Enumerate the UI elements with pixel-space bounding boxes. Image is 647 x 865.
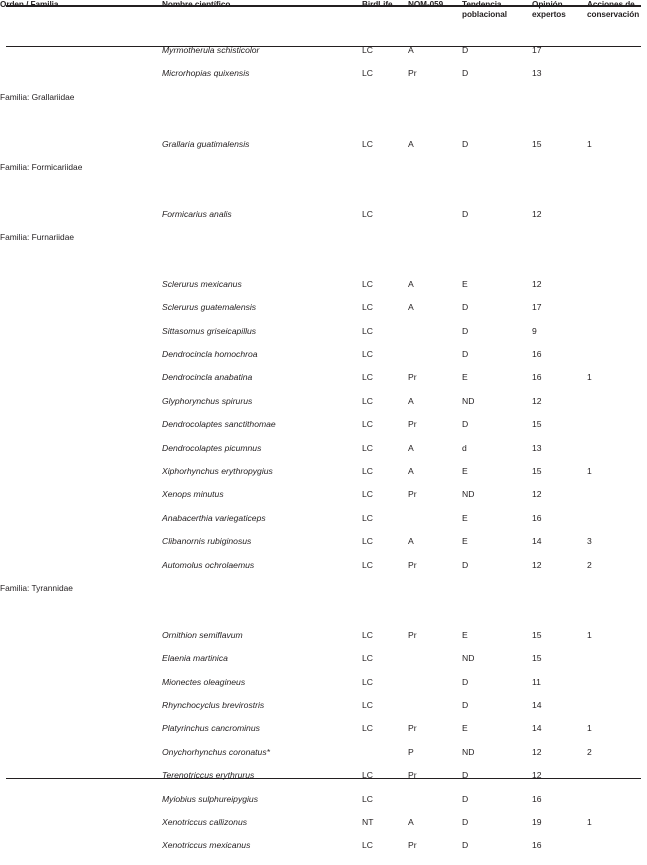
nom059-status (408, 233, 462, 256)
conservation-actions (587, 350, 647, 373)
column-header-expert-opinion: Opinión expertos (532, 0, 566, 19)
conservation-actions (587, 397, 647, 420)
table-row (0, 444, 647, 467)
table-spacer-row (0, 116, 647, 139)
table-spacer-row (0, 186, 647, 209)
table-row (0, 210, 647, 233)
conservation-actions: 1 (587, 466, 592, 477)
birdlife-status: LC (362, 489, 373, 500)
scientific-name: Elaenia martinica (162, 653, 228, 664)
table-row (0, 818, 647, 841)
table-row (0, 467, 647, 490)
scientific-name: Microrhopias quixensis (162, 68, 250, 79)
birdlife-status: LC (362, 559, 373, 570)
family-group-row (0, 584, 647, 607)
family-group-row (0, 233, 647, 256)
population-trend: D (462, 208, 469, 219)
nom059-status: Pr (408, 419, 417, 430)
expert-opinion: 17 (532, 45, 542, 55)
family-label (0, 69, 162, 92)
scientific-name: Xenops minutus (162, 489, 224, 500)
table-spacer-row (0, 257, 647, 280)
family-label (0, 490, 162, 513)
scientific-name: Grallaria guatimalensis (162, 138, 250, 149)
birdlife-status: LC (362, 349, 373, 360)
conservation-actions (587, 69, 647, 92)
population-trend: E (462, 536, 468, 547)
header-row (0, 0, 647, 46)
expert-opinion: 16 (532, 372, 542, 383)
scientific-name: Formicarius analis (162, 208, 232, 219)
table-row (0, 140, 647, 163)
conservation-actions (587, 163, 647, 186)
birdlife-status: LC (362, 699, 373, 710)
population-trend: D (462, 816, 469, 827)
conservation-actions: 1 (587, 138, 592, 149)
expert-opinion: 12 (532, 559, 542, 570)
scientific-name: Glyphorynchus spirurus (162, 395, 253, 406)
population-trend: E (462, 278, 468, 289)
birdlife-status: LC (362, 395, 373, 406)
table-row (0, 678, 647, 701)
conservation-actions (587, 678, 647, 701)
column-header-nom059: NOM-059 (408, 0, 444, 9)
nom059-status (408, 163, 462, 186)
family-label (0, 701, 162, 724)
conservation-actions (587, 584, 647, 607)
family-group-row (0, 163, 647, 186)
population-trend: E (462, 372, 468, 383)
family-label (0, 631, 162, 654)
family-label: Familia: Furnariidae (0, 232, 75, 243)
scientific-name: Ornithion semiflavum (162, 629, 243, 640)
family-label (0, 397, 162, 420)
nom059-status: Pr (408, 372, 417, 383)
table-row (0, 350, 647, 373)
conservation-actions (587, 46, 647, 69)
table-row (0, 397, 647, 420)
birdlife-status: NT (362, 816, 374, 827)
conservation-actions: 3 (587, 536, 592, 547)
expert-opinion: 13 (532, 68, 542, 79)
expert-opinion: 16 (532, 840, 542, 851)
family-label (0, 280, 162, 303)
table-row (0, 327, 647, 350)
population-trend: ND (462, 489, 475, 500)
scientific-name: Myiobius sulphureipygius (162, 793, 259, 804)
scientific-name: Dendrocincla homochroa (162, 349, 258, 360)
spacer-cell (0, 607, 647, 630)
scientific-name: Platyrinchus cancrominus (162, 723, 260, 734)
family-label (0, 561, 162, 584)
birdlife-status (362, 748, 408, 771)
nom059-status: Pr (408, 629, 417, 640)
expert-opinion: 12 (532, 278, 542, 289)
family-label: Familia: Formicariidae (0, 161, 83, 172)
population-trend: D (462, 793, 469, 804)
nom059-status (408, 795, 462, 818)
population-trend: D (462, 699, 469, 710)
birdlife-status: LC (362, 676, 373, 687)
scientific-name: Xenotriccus mexicanus (162, 840, 251, 851)
population-trend (462, 163, 532, 186)
population-trend: ND (462, 395, 475, 406)
nom059-status (408, 93, 462, 116)
expert-opinion (532, 233, 587, 256)
table-row (0, 46, 647, 69)
table-header (0, 0, 647, 46)
conservation-actions: 1 (587, 816, 592, 827)
column-header-conservation-actions: Acciones de conservación (587, 0, 640, 19)
table-row (0, 537, 647, 560)
nom059-status (408, 701, 462, 724)
scientific-name (162, 163, 362, 186)
conservation-actions (587, 93, 647, 116)
scientific-name: Dendrocincla anabatina (162, 372, 253, 383)
table-row (0, 724, 647, 747)
population-trend: ND (462, 746, 475, 757)
table-row (0, 490, 647, 513)
family-label (0, 537, 162, 560)
birdlife-status: LC (362, 536, 373, 547)
conservation-actions (587, 514, 647, 537)
table-row (0, 303, 647, 326)
scientific-name: Onychorhynchus coronatus* (162, 746, 270, 757)
family-label (0, 818, 162, 841)
population-trend: E (462, 629, 468, 640)
nom059-status (408, 350, 462, 373)
population-trend: D (462, 419, 469, 430)
conservation-actions: 1 (587, 372, 592, 383)
birdlife-status (362, 584, 408, 607)
population-trend: D (462, 302, 469, 313)
population-trend: D (462, 770, 469, 781)
expert-opinion: 12 (532, 395, 542, 406)
nom059-status: Pr (408, 723, 417, 734)
scientific-name (162, 233, 362, 256)
nom059-status (408, 327, 462, 350)
family-label (0, 444, 162, 467)
birdlife-status: LC (362, 208, 373, 219)
nom059-status: Pr (408, 489, 417, 500)
table-row (0, 561, 647, 584)
population-trend: D (462, 138, 469, 149)
family-label (0, 140, 162, 163)
expert-opinion: 16 (532, 349, 542, 360)
birdlife-status: LC (362, 840, 373, 851)
population-trend: D (462, 68, 469, 79)
scientific-name: Sclerurus mexicanus (162, 278, 242, 289)
spacer-cell (0, 257, 647, 280)
nom059-status: A (408, 442, 414, 453)
expert-opinion (532, 93, 587, 116)
scientific-name: Sclerurus guatemalensis (162, 302, 257, 313)
family-label (0, 514, 162, 537)
family-label (0, 46, 162, 69)
nom059-status: A (408, 278, 414, 289)
family-label: Familia: Grallariidae (0, 91, 75, 102)
population-trend (462, 93, 532, 116)
population-trend: D (462, 676, 469, 687)
conservation-actions (587, 303, 647, 326)
birdlife-status: LC (362, 723, 373, 734)
population-trend: d (462, 442, 467, 453)
family-label (0, 795, 162, 818)
nom059-status (408, 210, 462, 233)
nom059-status: Pr (408, 770, 417, 781)
scientific-name: Mionectes oleagineus (162, 676, 246, 687)
expert-opinion: 11 (532, 676, 541, 687)
expert-opinion: 17 (532, 302, 542, 313)
nom059-status: A (408, 395, 414, 406)
expert-opinion: 12 (532, 489, 542, 500)
nom059-status (408, 584, 462, 607)
conservation-actions (587, 795, 647, 818)
table-row (0, 654, 647, 677)
expert-opinion: 12 (532, 208, 542, 219)
family-group-row (0, 93, 647, 116)
conservation-actions (587, 327, 647, 350)
birdlife-status: LC (362, 419, 373, 430)
nom059-status: Pr (408, 840, 417, 851)
nom059-status: A (408, 816, 414, 827)
table-body (0, 46, 647, 865)
column-header-population-trend: Tendencia poblacional (462, 0, 507, 19)
expert-opinion: 15 (532, 629, 542, 640)
nom059-status (408, 678, 462, 701)
expert-opinion: 12 (532, 770, 542, 781)
table-row (0, 795, 647, 818)
spacer-cell (0, 116, 647, 139)
family-label (0, 210, 162, 233)
expert-opinion: 15 (532, 138, 542, 149)
expert-opinion: 14 (532, 699, 542, 710)
birdlife-status (362, 233, 408, 256)
table-row (0, 420, 647, 443)
family-label (0, 678, 162, 701)
expert-opinion: 14 (532, 723, 542, 734)
expert-opinion: 15 (532, 466, 542, 477)
birdlife-status: LC (362, 629, 373, 640)
family-label (0, 748, 162, 771)
birdlife-status (362, 93, 408, 116)
birdlife-status: LC (362, 466, 373, 477)
expert-opinion: 15 (532, 419, 542, 430)
scientific-name: Rhynchocyclus brevirostris (162, 699, 265, 710)
population-trend: E (462, 466, 468, 477)
population-trend: D (462, 559, 469, 570)
conservation-actions (587, 701, 647, 724)
conservation-actions: 2 (587, 746, 592, 757)
population-trend: D (462, 349, 469, 360)
family-label (0, 327, 162, 350)
birdlife-status: LC (362, 653, 373, 664)
table-row (0, 69, 647, 92)
population-trend: E (462, 512, 468, 523)
expert-opinion: 13 (532, 442, 542, 453)
spacer-cell (0, 186, 647, 209)
birdlife-status: LC (362, 45, 373, 55)
conservation-actions (587, 280, 647, 303)
expert-opinion (532, 584, 587, 607)
birdlife-status: LC (362, 278, 373, 289)
birdlife-status (362, 163, 408, 186)
scientific-name: Xiphorhynchus erythropygius (162, 466, 273, 477)
family-label (0, 303, 162, 326)
birdlife-status: LC (362, 68, 373, 79)
scientific-name: Xenotriccus callizonus (162, 816, 248, 827)
nom059-status: A (408, 138, 414, 149)
expert-opinion (532, 163, 587, 186)
table-row (0, 373, 647, 396)
family-label (0, 420, 162, 443)
scientific-name: Sittasomus griseicapillus (162, 325, 257, 336)
population-trend: D (462, 325, 469, 336)
birdlife-status: LC (362, 793, 373, 804)
table-row (0, 514, 647, 537)
table-row (0, 701, 647, 724)
nom059-status: A (408, 536, 414, 547)
population-trend (462, 233, 532, 256)
scientific-name: Clibanornis rubiginosus (162, 536, 252, 547)
table-row (0, 748, 647, 771)
scientific-name (162, 93, 362, 116)
column-header-scientific-name: Nombre científico (162, 0, 231, 9)
birdlife-status: LC (362, 138, 373, 149)
family-label: Familia: Tyrannidae (0, 582, 73, 593)
family-label (0, 373, 162, 396)
conservation-actions: 1 (587, 629, 592, 640)
population-trend (462, 584, 532, 607)
nom059-status: Pr (408, 68, 417, 79)
nom059-status (408, 654, 462, 677)
conservation-actions (587, 654, 647, 677)
scientific-name (162, 584, 362, 607)
birdlife-status: LC (362, 302, 373, 313)
scientific-name: Myrmotherula schisticolor (162, 45, 260, 55)
scientific-name: Automolus ochrolaemus (162, 559, 255, 570)
birdlife-status: LC (362, 372, 373, 383)
scientific-name: Dendrocolaptes sanctithomae (162, 419, 276, 430)
conservation-actions (587, 210, 647, 233)
conservation-actions (587, 490, 647, 513)
birdlife-status: LC (362, 325, 373, 336)
nom059-status: P (408, 746, 414, 757)
nom059-status: A (408, 302, 414, 313)
birdlife-status: LC (362, 512, 373, 523)
column-header-birdlife: BirdLife (362, 0, 393, 9)
conservation-actions (587, 420, 647, 443)
expert-opinion: 16 (532, 512, 542, 523)
family-label (0, 724, 162, 747)
conservation-actions: 1 (587, 723, 592, 734)
table-spacer-row (0, 607, 647, 630)
family-label (0, 654, 162, 677)
birdlife-status: LC (362, 442, 373, 453)
nom059-status (408, 514, 462, 537)
expert-opinion: 12 (532, 746, 542, 757)
column-header-family: Orden / Familia (0, 0, 59, 9)
conservation-actions (587, 444, 647, 467)
population-trend: D (462, 840, 469, 851)
scientific-name: Terenotriccus erythrurus (162, 770, 255, 781)
conservation-actions: 2 (587, 559, 592, 570)
expert-opinion: 9 (532, 325, 537, 336)
table-row (0, 280, 647, 303)
nom059-status: Pr (408, 559, 417, 570)
expert-opinion: 14 (532, 536, 542, 547)
birdlife-status: LC (362, 770, 373, 781)
nom059-status: A (408, 466, 414, 477)
population-trend: E (462, 723, 468, 734)
expert-opinion: 19 (532, 816, 542, 827)
nom059-status: A (408, 45, 414, 55)
family-label (0, 350, 162, 373)
conservation-actions (587, 233, 647, 256)
family-label (0, 467, 162, 490)
population-trend: ND (462, 653, 475, 664)
expert-opinion: 15 (532, 653, 542, 664)
scientific-name: Anabacerthia variegaticeps (162, 512, 266, 523)
table-row (0, 631, 647, 654)
table-row (0, 841, 647, 864)
expert-opinion: 16 (532, 793, 542, 804)
population-trend: D (462, 45, 469, 55)
scientific-name: Dendrocolaptes picumnus (162, 442, 262, 453)
conservation-actions (587, 841, 647, 864)
family-label (0, 841, 162, 864)
